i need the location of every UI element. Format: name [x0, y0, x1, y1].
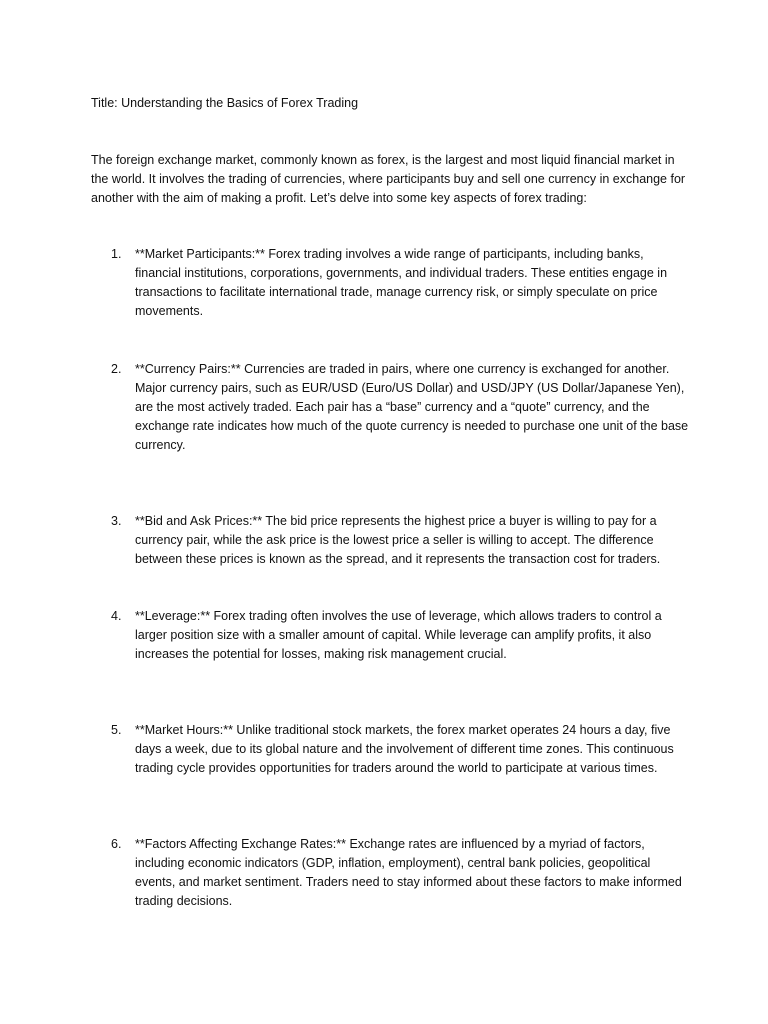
list-item	[91, 512, 689, 569]
document-title: Title: Understanding the Basics of Forex Trading	[91, 96, 359, 110]
list-item	[91, 245, 689, 321]
list-item-text: **Market Participants:** Forex trading involves a wide range of participants, including banks, financial institutions, corporations, governments, and individual traders. These entities engage in transactions to facilitate international trade, manage currency risk, or simply speculate on price movements.	[135, 247, 668, 318]
list-item-number: 6.	[111, 837, 122, 851]
list-item-number: 4.	[111, 609, 122, 623]
list-item-text: **Leverage:** Forex trading often involves the use of leverage, which allows traders to control a larger position size with a smaller amount of capital. While leverage can amplify profits, it also increases the potential for losses, making risk management crucial.	[135, 609, 662, 661]
list-item-number: 3.	[111, 514, 122, 528]
list-item-number: 1.	[111, 247, 122, 261]
intro-paragraph: The foreign exchange market, commonly known as forex, is the largest and most liquid financial market in the world. It involves the trading of currencies, where participants buy and sell one currency in exchange for another with the aim of making a profit. Let’s delve into some key aspects of forex trading:	[91, 153, 686, 205]
list-item-text: **Market Hours:** Unlike traditional stock markets, the forex market operates 24 hours a day, five days a week, due to its global nature and the involvement of different time zones. This continuous trading cycle provides opportunities for traders around the world to participate at various times.	[135, 723, 674, 775]
list-item-number: 2.	[111, 362, 122, 376]
list-item	[91, 360, 689, 455]
list-item	[91, 721, 689, 778]
list-item	[91, 607, 689, 664]
list-item-text: **Bid and Ask Prices:** The bid price represents the highest price a buyer is willing to pay for a currency pair, while the ask price is the lowest price a seller is willing to accept. The difference between these prices is known as the spread, and it represents the transaction cost for traders.	[135, 514, 661, 566]
list-item-text: **Currency Pairs:** Currencies are traded in pairs, where one currency is exchanged for another. Major currency pairs, such as EUR/USD (Euro/US Dollar) and USD/JPY (US Dollar/Japanese Yen), are the most actively traded. Each pair has a “base” currency and a “quote” currency, and the exchange rate indicates how much of the quote currency is needed to purchase one unit of the base currency.	[135, 362, 689, 452]
list-item-number: 5.	[111, 723, 122, 737]
list-item	[91, 835, 689, 911]
list-item-text: **Factors Affecting Exchange Rates:** Exchange rates are influenced by a myriad of factors, including economic indicators (GDP, inflation, employment), central bank policies, geopolitical events, and market sentiment. Traders need to stay informed about these factors to make informed trading decisions.	[135, 837, 682, 908]
